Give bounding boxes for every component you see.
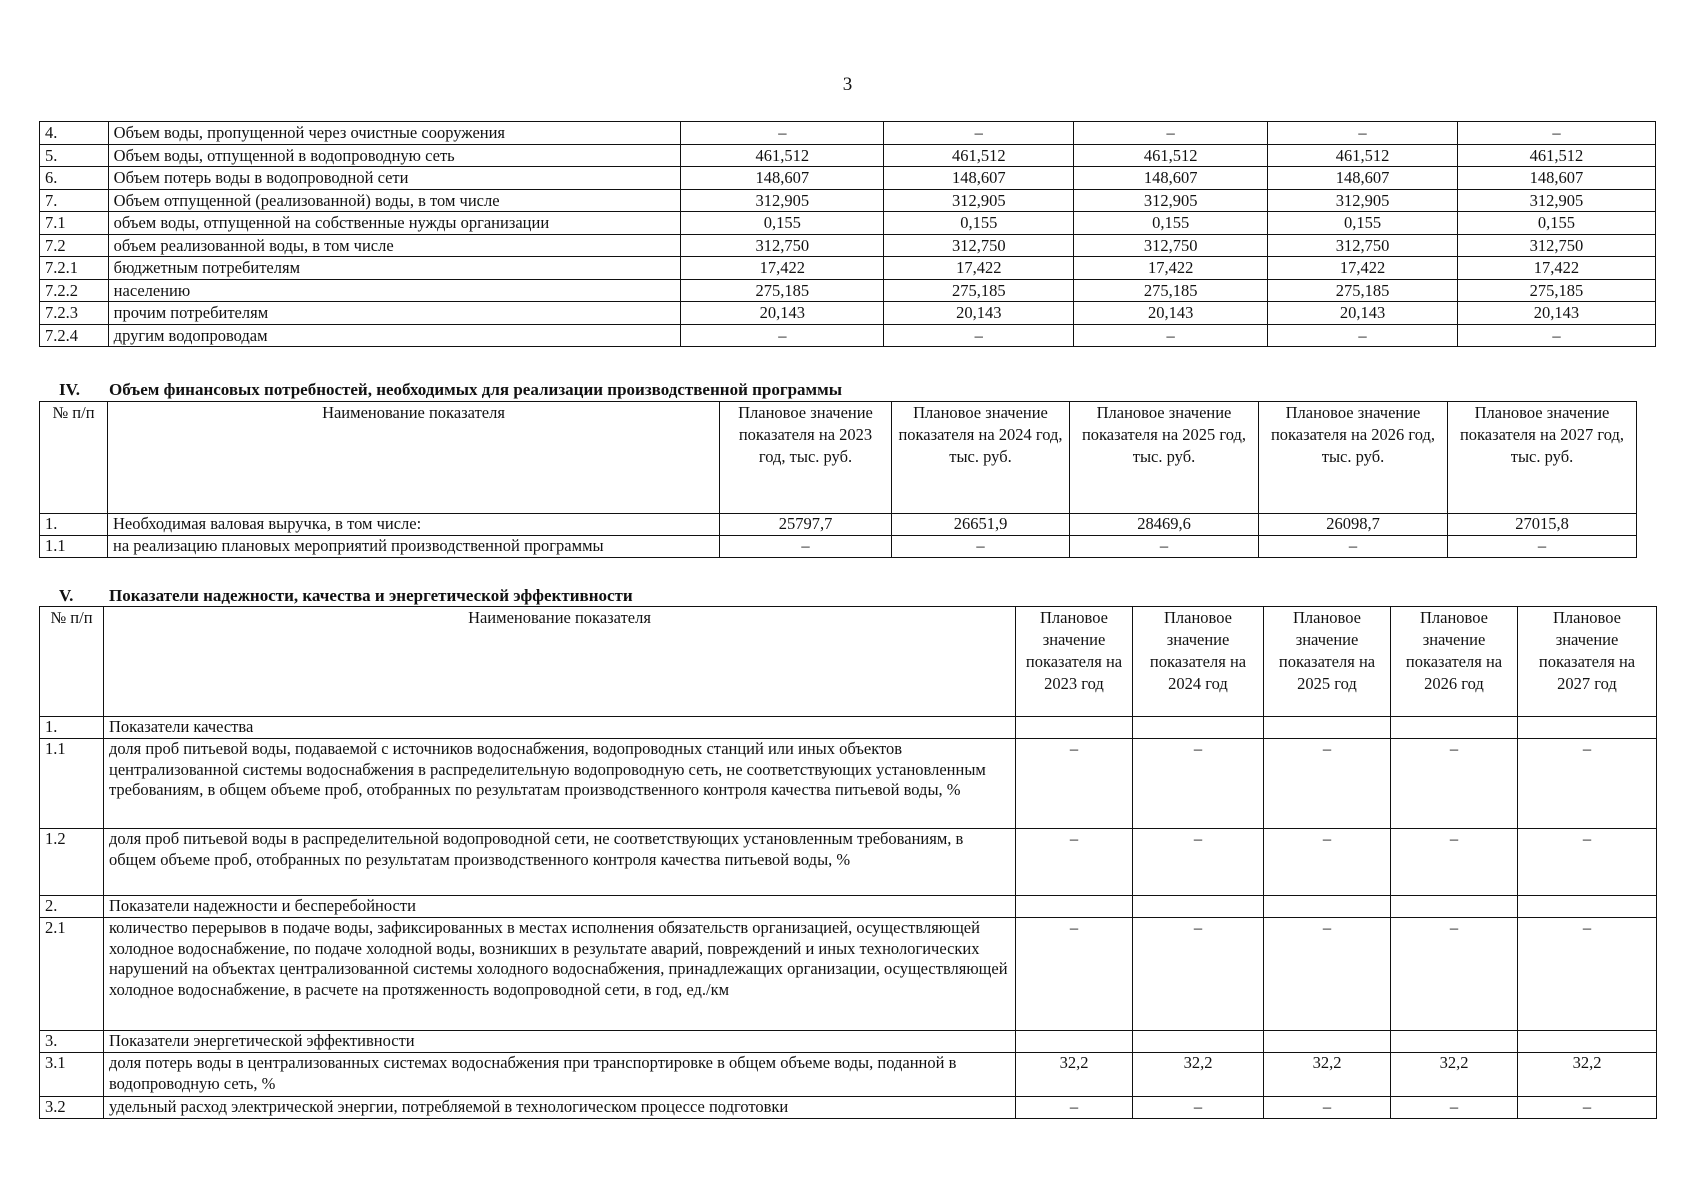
table-row	[40, 918, 1657, 1031]
value-cell: –	[1268, 324, 1458, 347]
table-row	[40, 302, 1656, 325]
value-cell: 20,143	[1457, 302, 1655, 325]
table-row	[40, 212, 1656, 235]
row-number-cell: 7.2.1	[40, 257, 109, 280]
value-cell: 461,512	[1074, 144, 1268, 167]
value-cell: –	[1259, 536, 1448, 558]
table-row	[40, 324, 1656, 347]
header-year-cell: Плановое значение показателя на 2023 год	[1016, 607, 1133, 717]
value-cell: –	[1264, 918, 1391, 1031]
value-cell: –	[1016, 829, 1133, 896]
value-cell: 312,750	[681, 234, 884, 257]
row-number-cell: 3.1	[40, 1053, 104, 1097]
row-number-cell: 7.2.2	[40, 279, 109, 302]
value-cell: 312,750	[1457, 234, 1655, 257]
value-cell: 461,512	[1457, 144, 1655, 167]
value-cell: –	[1074, 324, 1268, 347]
value-cell	[1264, 1031, 1391, 1053]
row-number-cell: 6.	[40, 167, 109, 190]
value-cell: 312,905	[1457, 189, 1655, 212]
table-row	[40, 536, 1637, 558]
row-number-cell: 1.1	[40, 536, 108, 558]
row-number-cell: 7.2.3	[40, 302, 109, 325]
value-cell: 32,2	[1016, 1053, 1133, 1097]
header-name-cell: Наименование показателя	[104, 607, 1016, 717]
row-number-cell: 5.	[40, 144, 109, 167]
header-name-cell: Наименование показателя	[108, 402, 720, 514]
header-year-cell: Плановое значение показателя на 2027 год, тыс. руб.	[1448, 402, 1637, 514]
section-4-heading: Объем финансовых потребностей, необходимых для реализации производственной программы	[109, 380, 842, 399]
table-row	[40, 717, 1657, 739]
value-cell: 148,607	[884, 167, 1074, 190]
row-number-cell: 1.	[40, 717, 104, 739]
indicator-name-cell: другим водопроводам	[108, 324, 681, 347]
header-num-cell: № п/п	[40, 402, 108, 514]
table-row	[40, 144, 1656, 167]
table-row	[40, 257, 1656, 280]
row-number-cell: 1.2	[40, 829, 104, 896]
value-cell: –	[1016, 918, 1133, 1031]
value-cell: 312,750	[1268, 234, 1458, 257]
value-cell: –	[1391, 739, 1518, 829]
indicator-name-cell: количество перерывов в подаче воды, зафиксированных в местах исполнения обязательств организацией, осуществляющей холодное водоснабжение, по подаче холодной воды, возникших в результате аварий, повреждений и иных технологических нарушений на объектах централизованной системы холодного водоснабжения, принадлежащих организации, осуществляющей холодное водоснабжение, в расчете на протяженность водопроводной сети, в год, ед./км	[104, 918, 1016, 1031]
value-cell: 32,2	[1264, 1053, 1391, 1097]
value-cell: 0,155	[1268, 212, 1458, 235]
row-number-cell: 3.2	[40, 1097, 104, 1119]
value-cell: 25797,7	[720, 514, 892, 536]
table-header-row	[40, 607, 1657, 717]
value-cell: –	[1448, 536, 1637, 558]
value-cell: –	[884, 122, 1074, 145]
value-cell: 20,143	[1268, 302, 1458, 325]
indicator-name-cell: удельный расход электрической энергии, потребляемой в технологическом процессе подготовки	[104, 1097, 1016, 1119]
row-number-cell: 7.1	[40, 212, 109, 235]
value-cell	[1016, 717, 1133, 739]
value-cell: 0,155	[1457, 212, 1655, 235]
value-cell: 312,750	[884, 234, 1074, 257]
value-cell: 17,422	[1457, 257, 1655, 280]
value-cell: –	[1518, 918, 1657, 1031]
value-cell	[1133, 717, 1264, 739]
value-cell	[1518, 896, 1657, 918]
page-number: 3	[842, 74, 853, 95]
indicator-name-cell: доля проб питьевой воды в распределительной водопроводной сети, не соответствующих установленным требованиям, в общем объеме проб, отобранных по результатам производственного контроля качества питьевой воды, %	[104, 829, 1016, 896]
value-cell: 312,905	[884, 189, 1074, 212]
value-cell: –	[1518, 829, 1657, 896]
value-cell: 17,422	[1074, 257, 1268, 280]
water-volume-table	[39, 121, 1656, 347]
value-cell: 275,185	[681, 279, 884, 302]
header-year-cell: Плановое значение показателя на 2026 год	[1391, 607, 1518, 717]
value-cell: 20,143	[681, 302, 884, 325]
value-cell: –	[892, 536, 1070, 558]
value-cell: 461,512	[884, 144, 1074, 167]
table-row	[40, 829, 1657, 896]
table-row	[40, 896, 1657, 918]
row-number-cell: 1.1	[40, 739, 104, 829]
value-cell: –	[1391, 918, 1518, 1031]
value-cell: –	[1074, 122, 1268, 145]
value-cell: 28469,6	[1070, 514, 1259, 536]
indicator-name-cell: Объем потерь воды в водопроводной сети	[108, 167, 681, 190]
value-cell	[1518, 1031, 1657, 1053]
value-cell: 0,155	[681, 212, 884, 235]
indicator-name-cell: объем реализованной воды, в том числе	[108, 234, 681, 257]
value-cell: –	[1070, 536, 1259, 558]
value-cell	[1133, 1031, 1264, 1053]
row-number-cell: 7.	[40, 189, 109, 212]
value-cell: 312,905	[1268, 189, 1458, 212]
value-cell: 461,512	[681, 144, 884, 167]
header-year-cell: Плановое значение показателя на 2025 год	[1264, 607, 1391, 717]
row-number-cell: 2.	[40, 896, 104, 918]
indicator-name-cell: бюджетным потребителям	[108, 257, 681, 280]
indicator-name-cell: Объем воды, отпущенной в водопроводную сеть	[108, 144, 681, 167]
indicator-name-cell: Объем воды, пропущенной через очистные сооружения	[108, 122, 681, 145]
value-cell: –	[1133, 1097, 1264, 1119]
indicator-name-cell: доля проб питьевой воды, подаваемой с источников водоснабжения, водопроводных станций или иных объектов централизованной системы водоснабжения в распределительную водопроводную сеть, не соответствующих установленным требованиям, в общем объеме проб, отобранных по результатам производственного контроля качества питьевой воды, %	[104, 739, 1016, 829]
section-4-title	[39, 380, 842, 400]
value-cell: –	[1264, 1097, 1391, 1119]
value-cell	[1518, 717, 1657, 739]
value-cell: 32,2	[1518, 1053, 1657, 1097]
value-cell: 0,155	[884, 212, 1074, 235]
indicator-name-cell: населению	[108, 279, 681, 302]
indicator-name-cell: прочим потребителям	[108, 302, 681, 325]
value-cell: –	[1457, 324, 1655, 347]
value-cell: 26651,9	[892, 514, 1070, 536]
value-cell: 20,143	[1074, 302, 1268, 325]
value-cell: 20,143	[884, 302, 1074, 325]
section-5-roman: V.	[59, 586, 74, 605]
header-year-cell: Плановое значение показателя на 2027 год	[1518, 607, 1657, 717]
table-row	[40, 1031, 1657, 1053]
header-year-cell: Плановое значение показателя на 2024 год	[1133, 607, 1264, 717]
value-cell	[1391, 896, 1518, 918]
value-cell: 312,905	[1074, 189, 1268, 212]
table-row	[40, 514, 1637, 536]
indicator-name-cell: доля потерь воды в централизованных системах водоснабжения при транспортировке в общем объеме воды, поданной в водопроводную сеть, %	[104, 1053, 1016, 1097]
table-row	[40, 189, 1656, 212]
indicator-name-cell: Необходимая валовая выручка, в том числе:	[108, 514, 720, 536]
value-cell: –	[1133, 829, 1264, 896]
value-cell: –	[1518, 739, 1657, 829]
reliability-quality-table	[39, 606, 1657, 1119]
indicator-name-cell: Показатели надежности и бесперебойности	[104, 896, 1016, 918]
value-cell: –	[681, 122, 884, 145]
value-cell: –	[1264, 739, 1391, 829]
value-cell: –	[1016, 739, 1133, 829]
value-cell: 275,185	[884, 279, 1074, 302]
value-cell: –	[1518, 1097, 1657, 1119]
value-cell	[1264, 896, 1391, 918]
value-cell	[1133, 896, 1264, 918]
row-number-cell: 2.1	[40, 918, 104, 1031]
header-year-cell: Плановое значение показателя на 2025 год, тыс. руб.	[1070, 402, 1259, 514]
value-cell: 148,607	[1074, 167, 1268, 190]
header-year-cell: Плановое значение показателя на 2024 год, тыс. руб.	[892, 402, 1070, 514]
table-row	[40, 234, 1656, 257]
value-cell: 275,185	[1268, 279, 1458, 302]
value-cell: –	[1133, 918, 1264, 1031]
financial-needs-table	[39, 401, 1637, 558]
row-number-cell: 7.2	[40, 234, 109, 257]
value-cell: 275,185	[1074, 279, 1268, 302]
table-row	[40, 1053, 1657, 1097]
value-cell: 312,750	[1074, 234, 1268, 257]
value-cell: 17,422	[1268, 257, 1458, 280]
value-cell	[1016, 1031, 1133, 1053]
header-num-cell: № п/п	[40, 607, 104, 717]
value-cell: –	[884, 324, 1074, 347]
value-cell: –	[1016, 1097, 1133, 1119]
value-cell: 312,905	[681, 189, 884, 212]
row-number-cell: 4.	[40, 122, 109, 145]
value-cell: 0,155	[1074, 212, 1268, 235]
indicator-name-cell: на реализацию плановых мероприятий производственной программы	[108, 536, 720, 558]
row-number-cell: 3.	[40, 1031, 104, 1053]
value-cell: 17,422	[884, 257, 1074, 280]
value-cell: –	[1391, 829, 1518, 896]
value-cell	[1264, 717, 1391, 739]
value-cell: 148,607	[681, 167, 884, 190]
table-row	[40, 739, 1657, 829]
section-4-roman: IV.	[59, 380, 80, 399]
table-row	[40, 167, 1656, 190]
value-cell: 27015,8	[1448, 514, 1637, 536]
value-cell: 275,185	[1457, 279, 1655, 302]
value-cell: 148,607	[1268, 167, 1458, 190]
value-cell: 17,422	[681, 257, 884, 280]
value-cell: –	[1264, 829, 1391, 896]
value-cell: 461,512	[1268, 144, 1458, 167]
value-cell: 32,2	[1133, 1053, 1264, 1097]
value-cell: 148,607	[1457, 167, 1655, 190]
table-row	[40, 279, 1656, 302]
section-5-heading: Показатели надежности, качества и энергетической эффективности	[109, 586, 633, 605]
header-year-cell: Плановое значение показателя на 2023 год, тыс. руб.	[720, 402, 892, 514]
value-cell	[1391, 717, 1518, 739]
value-cell: 32,2	[1391, 1053, 1518, 1097]
indicator-name-cell: объем воды, отпущенной на собственные нужды организации	[108, 212, 681, 235]
row-number-cell: 1.	[40, 514, 108, 536]
table-row	[40, 1097, 1657, 1119]
indicator-name-cell: Объем отпущенной (реализованной) воды, в том числе	[108, 189, 681, 212]
indicator-name-cell: Показатели энергетической эффективности	[104, 1031, 1016, 1053]
value-cell	[1016, 896, 1133, 918]
header-year-cell: Плановое значение показателя на 2026 год, тыс. руб.	[1259, 402, 1448, 514]
value-cell: –	[681, 324, 884, 347]
value-cell: –	[1268, 122, 1458, 145]
value-cell: 26098,7	[1259, 514, 1448, 536]
row-number-cell: 7.2.4	[40, 324, 109, 347]
value-cell: –	[1391, 1097, 1518, 1119]
indicator-name-cell: Показатели качества	[104, 717, 1016, 739]
value-cell: –	[720, 536, 892, 558]
section-5-title	[39, 586, 633, 606]
table-row	[40, 122, 1656, 145]
value-cell: –	[1133, 739, 1264, 829]
value-cell	[1391, 1031, 1518, 1053]
value-cell: –	[1457, 122, 1655, 145]
table-header-row	[40, 402, 1637, 514]
